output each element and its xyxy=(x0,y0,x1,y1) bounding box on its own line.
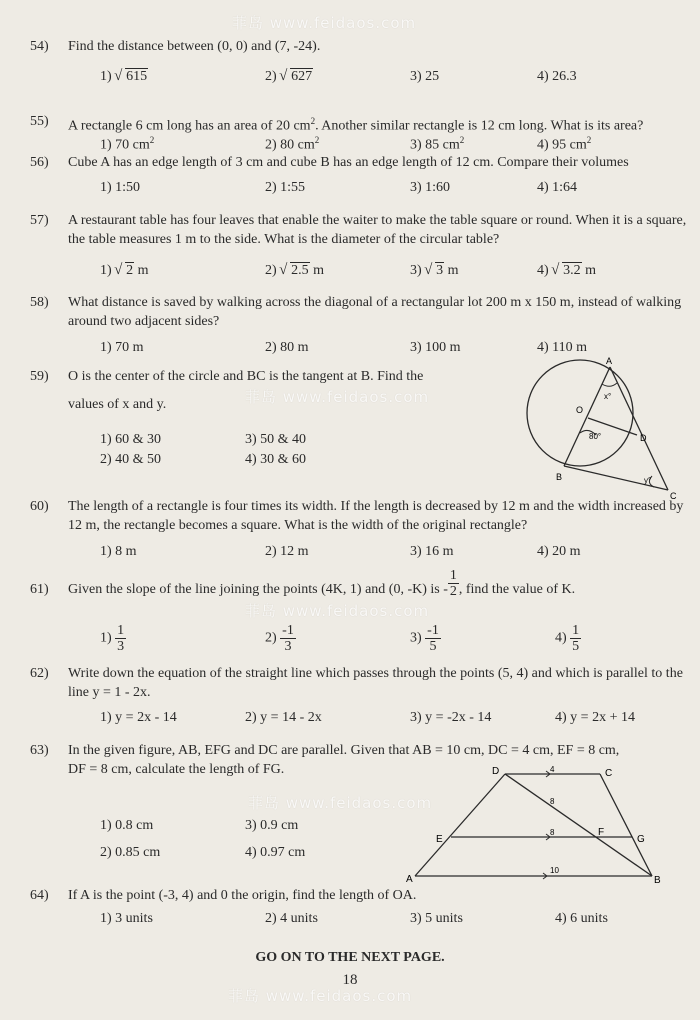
watermark: 菲岛 www.feidaos.com xyxy=(245,388,430,406)
option[interactable]: 4) y = 2x + 14 xyxy=(555,710,635,725)
option[interactable]: 4) 30 & 60 xyxy=(245,452,307,467)
option[interactable]: 1) √ 615 xyxy=(100,69,148,85)
question-text: Given the slope of the line joining the points (4K, 1) and (0, -K) is - $\frac{1}{2}$ , find the value of K. xyxy=(68,568,576,600)
label-x: x° xyxy=(604,392,612,401)
question-number: 54) xyxy=(30,39,49,54)
question-text: values of x and y. xyxy=(68,397,167,412)
option[interactable]: 3) 50 & 40 xyxy=(245,432,307,447)
label-df: 8 xyxy=(550,797,555,806)
label-b: B xyxy=(556,472,563,482)
question-number: 60) xyxy=(30,499,49,514)
option[interactable]: 4) 0.97 cm xyxy=(245,845,306,860)
question-number: 57) xyxy=(30,213,49,228)
label-a: A xyxy=(406,874,413,885)
circle-tangent-figure xyxy=(520,355,685,505)
label-c: C xyxy=(605,768,613,779)
option[interactable]: 2) 12 m xyxy=(265,544,309,559)
option[interactable]: 3) 16 m xyxy=(410,544,454,559)
question-text: The length of a rectangle is four times its width. If the length is decreased by 12 m and the width increased by 12 m, the rectangle becomes a square. What is the width of the original rectangle? xyxy=(68,499,684,533)
option[interactable]: 3) 0.9 cm xyxy=(245,818,299,833)
question-text: What distance is saved by walking across the diagonal of a rectangular lot 200 m x 150 m, instead of walking around two adjacent sides? xyxy=(68,295,682,329)
question-number: 58) xyxy=(30,295,49,310)
option[interactable]: 1) $\frac{1}{3}$ xyxy=(100,623,125,654)
option[interactable]: 4) 110 m xyxy=(537,340,588,355)
label-ab: 10 xyxy=(550,866,559,875)
question-text: If A is the point (-3, 4) and 0 the origin, find the length of OA. xyxy=(68,888,417,903)
option[interactable]: 1) 8 m xyxy=(100,544,137,559)
question-text: Find the distance between (0, 0) and (7, -24). xyxy=(68,39,321,54)
watermark: 菲岛 www.feidaos.com xyxy=(228,987,413,1005)
option[interactable]: 2) y = 14 - 2x xyxy=(245,710,322,725)
option[interactable]: 2) √ 627 xyxy=(265,69,313,85)
option[interactable]: 4) 95 $cm^2$ xyxy=(537,135,592,153)
option[interactable]: 1) 60 & 30 xyxy=(100,432,162,447)
label-y: y° xyxy=(644,476,652,485)
option[interactable]: 2) 4 units xyxy=(265,911,318,926)
option[interactable]: 2) 0.85 cm xyxy=(100,845,161,860)
label-angle: 80° xyxy=(589,432,602,441)
label-c: C xyxy=(670,491,677,501)
option[interactable]: 1) 70 $cm^2$ xyxy=(100,135,155,153)
watermark: 菲岛 www.feidaos.com xyxy=(245,602,430,620)
question-number: 64) xyxy=(30,888,49,903)
option[interactable]: 3) 1:60 xyxy=(410,180,451,195)
option[interactable]: 1) y = 2x - 14 xyxy=(100,710,177,725)
option[interactable]: 4) 1:64 xyxy=(537,180,578,195)
option[interactable]: 3) 100 m xyxy=(410,340,461,355)
option[interactable]: 4) 6 units xyxy=(555,911,608,926)
option[interactable]: 3) $\frac{-1}{5}$ xyxy=(410,623,439,654)
label-b: B xyxy=(654,875,661,886)
question-text: Cube A has an edge length of 3 cm and cube B has an edge length of 12 cm. Compare their volumes xyxy=(68,155,629,170)
question-text: O is the center of the circle and BC is the tangent at B. Find the xyxy=(68,369,424,384)
label-o: O xyxy=(576,405,584,415)
watermark: 菲岛 www.feidaos.com xyxy=(248,794,433,812)
trapezoid-figure xyxy=(400,762,672,890)
label-d: D xyxy=(492,766,500,777)
option[interactable]: 2) 80 $cm^2$ xyxy=(265,135,320,153)
next-page-notice: GO ON TO THE NEXT PAGE. xyxy=(255,950,445,965)
option[interactable]: 3) 25 xyxy=(410,69,440,84)
watermark: 菲岛 www.feidaos.com xyxy=(232,14,417,32)
option[interactable]: 2) $\frac{-1}{3}$ xyxy=(265,623,294,654)
label-ef: 8 xyxy=(550,828,555,837)
option[interactable]: 4) √ 3.2 m xyxy=(537,263,596,279)
option[interactable]: 2) 80 m xyxy=(265,340,309,355)
question-number: 56) xyxy=(30,155,49,170)
label-e: E xyxy=(436,834,443,845)
option[interactable]: 3) y = -2x - 14 xyxy=(410,710,492,725)
option[interactable]: 4) 26.3 xyxy=(537,69,577,84)
option[interactable]: 3) 5 units xyxy=(410,911,463,926)
page-number: 18 xyxy=(342,972,358,988)
question-number: 59) xyxy=(30,369,49,384)
option[interactable]: 2) 40 & 50 xyxy=(100,452,162,467)
option[interactable]: 4) 20 m xyxy=(537,544,581,559)
option[interactable]: 4) $\frac{1}{5}$ xyxy=(555,623,580,654)
question-text: A rectangle 6 cm long has an area of 20 $cm^2$. Another similar rectangle is 12 cm long. What is its area? xyxy=(68,116,644,134)
label-d: D xyxy=(640,433,647,443)
label-a: A xyxy=(606,356,613,366)
option[interactable]: 3) 85 $cm^2$ xyxy=(410,135,465,153)
option[interactable]: 3) √ 3 m xyxy=(410,263,459,279)
label-f: F xyxy=(598,827,605,838)
question-text: A restaurant table has four leaves that enable the waiter to make the table square or round. When it is a square, the table measures 1 m to the side. What is the diameter of the circular table? xyxy=(68,213,687,247)
question-text: In the given figure, AB, EFG and DC are parallel. Given that AB = 10 cm, DC = 4 cm, EF = 8 cm, DF = 8 cm, calculate the length of FG. xyxy=(68,743,620,777)
question-number: 55) xyxy=(30,114,49,129)
option[interactable]: 2) √ 2.5 m xyxy=(265,263,324,279)
option[interactable]: 1) 1:50 xyxy=(100,180,141,195)
question-number: 62) xyxy=(30,666,49,681)
label-dc: 4 xyxy=(550,765,555,774)
option[interactable]: 2) 1:55 xyxy=(265,180,306,195)
option[interactable]: 1) 0.8 cm xyxy=(100,818,154,833)
option[interactable]: 1) 70 m xyxy=(100,340,144,355)
label-g: G xyxy=(637,834,645,845)
question-number: 61) xyxy=(30,582,49,597)
option[interactable]: 1) 3 units xyxy=(100,911,153,926)
question-number: 63) xyxy=(30,743,49,758)
question-text: Write down the equation of the straight line which passes through the points (5, 4) and which is parallel to the line y = 1 - 2x. xyxy=(68,666,683,700)
option[interactable]: 1) √ 2 m xyxy=(100,263,149,279)
